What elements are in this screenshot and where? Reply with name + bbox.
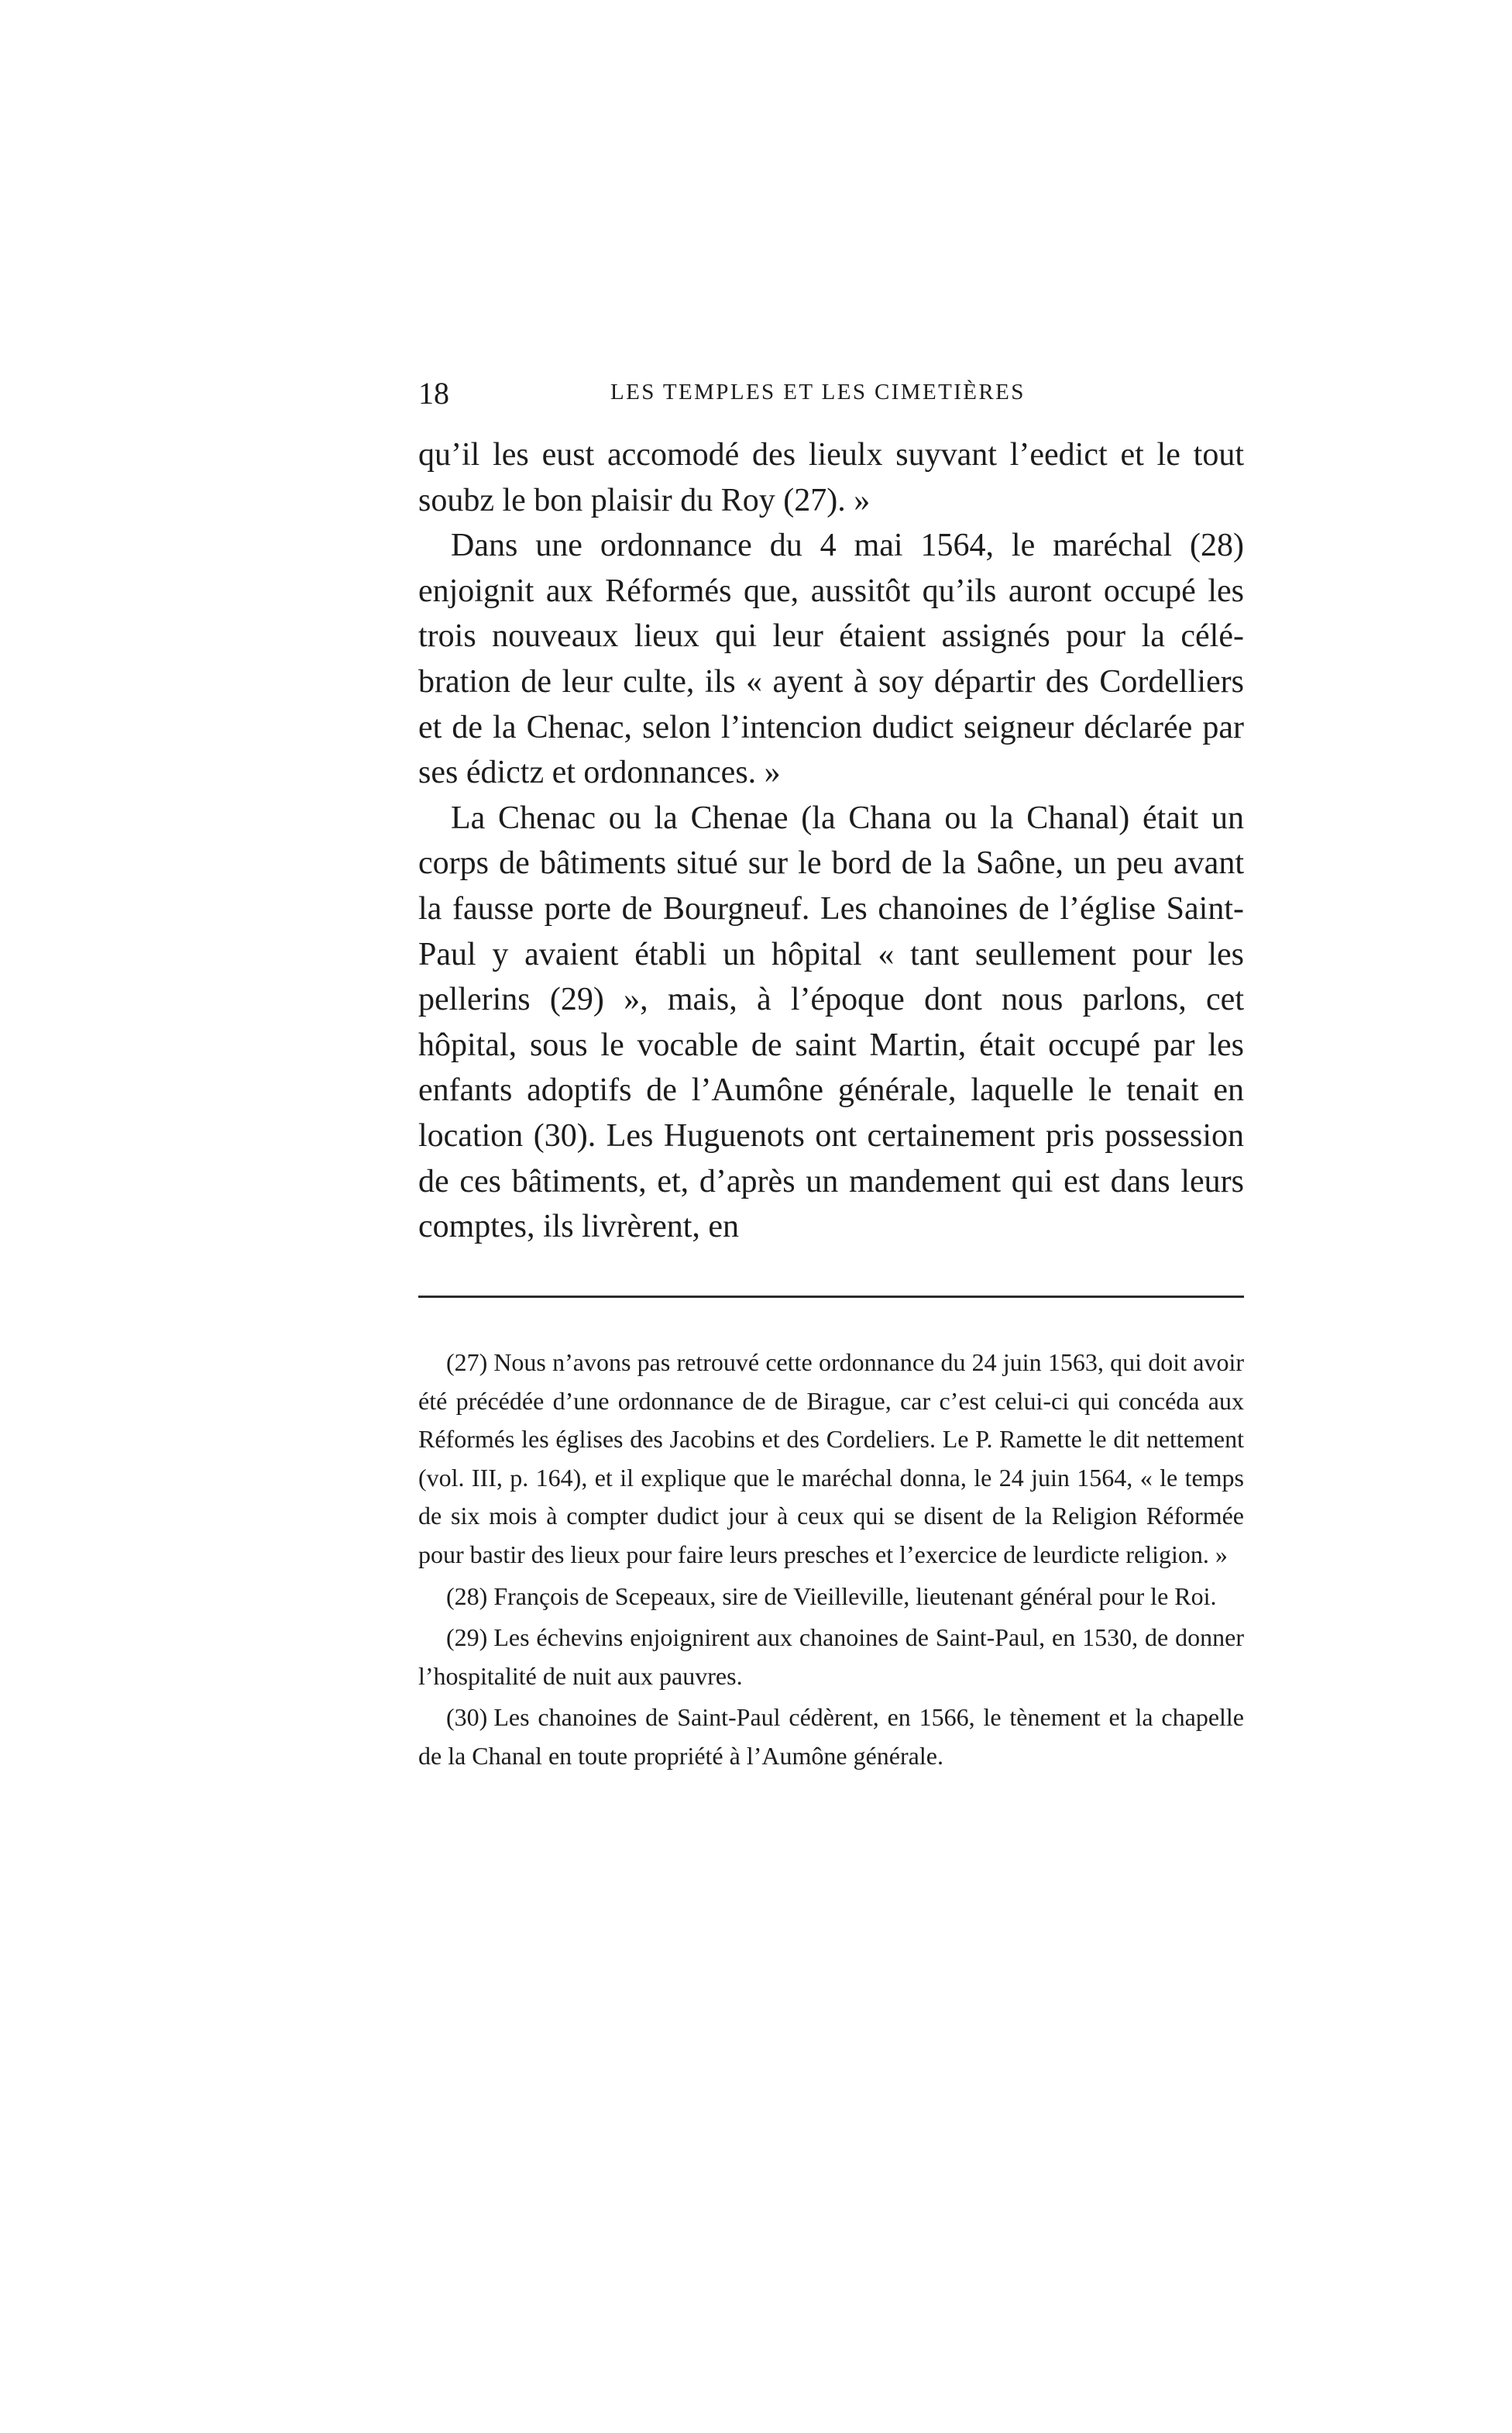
- footnote-number: (28): [446, 1581, 488, 1610]
- footnote-text: François de Scepeaux, sire de Vieilleville, lieutenant général pour le Roi.: [493, 1581, 1217, 1610]
- paragraph: qu’il les eust accomodé des lieulx suyvant l’eedict et le tout soubz le bon plaisir du Roy (27). »: [418, 437, 1244, 518]
- footnotes: [418, 1344, 1244, 1779]
- footnote-27: [418, 1344, 1244, 1574]
- footnote-text: Les échevins enjoignirent aux chanoines de Saint-Paul, en 1530, de donner l’hospitalité de nuit aux pauvres.: [418, 1623, 1244, 1690]
- footnote-text: Les chanoines de Saint-Paul cédèrent, en 1566, le tènement et la chapelle de la Chanal en toute propriété à l’Aumône générale.: [418, 1703, 1244, 1770]
- footnote-28: [418, 1578, 1244, 1616]
- footnote-text: Nous n’avons pas retrouvé cette ordonnance du 24 juin 1563, qui doit avoir été précédée d’une ordonnance de de Birague, car c’est celui-ci qui concéda aux Réformés les églises des Jacobins et des Cordeliers. Le P. Ramette le dit nettement (vol. III, p. 164), et il explique que le maréchal donna, le 24 juin 1564, « le temps de six mois à compter dudict jour à ceux qui se disent de la Religion Réformée pour bastir des lieux pour faire leurs presches et l’exercice de leurdicte religion. »: [418, 1348, 1244, 1568]
- running-head: LES TEMPLES ET LES CIMETIÈRES: [610, 380, 1026, 404]
- footnote-number: (29): [446, 1623, 488, 1652]
- paragraph: La Chenac ou la Chenae (la Chana ou la Chanal) était un corps de bâtiments situé sur le bord de la Saône, un peu avant la fausse porte de Bourgneuf. Les chanoines de l’église Saint-Paul y avaient établi un hôpital « tant seullement pour les pellerins (29) », mais, à l’époque dont nous parlons, cet hôpital, sous le vocable de saint Martin, était occupé par les enfants adoptifs de l’Aumône générale, laquelle le tenait en location (30). Les Huguenots ont certainement pris possession de ces bâtiments, et, d’après un mandement qui est dans leurs comptes, ils livrèrent, en: [418, 800, 1244, 1245]
- main-text: [418, 432, 1244, 1250]
- page-number: 18: [418, 376, 449, 411]
- footnote-separator-rule: [418, 1296, 1244, 1298]
- footnote-29: [418, 1619, 1244, 1695]
- footnote-number: (27): [446, 1348, 488, 1376]
- page-header: [418, 375, 1244, 414]
- footnote-number: (30): [446, 1703, 488, 1732]
- paragraph: Dans une ordonnance du 4 mai 1564, le maréchal (28) enjoignit aux Réformés que, aussitôt qu’ils auront occupé les trois nouveaux lieux qui leur étaient assignés pour la célébration de leur culte, ils « ayent à soy départir des Cordelliers et de la Chenac, selon l’intencion dudict seigneur déclarée par ses édictz et ordonnances. »: [418, 528, 1244, 791]
- footnote-30: [418, 1698, 1244, 1775]
